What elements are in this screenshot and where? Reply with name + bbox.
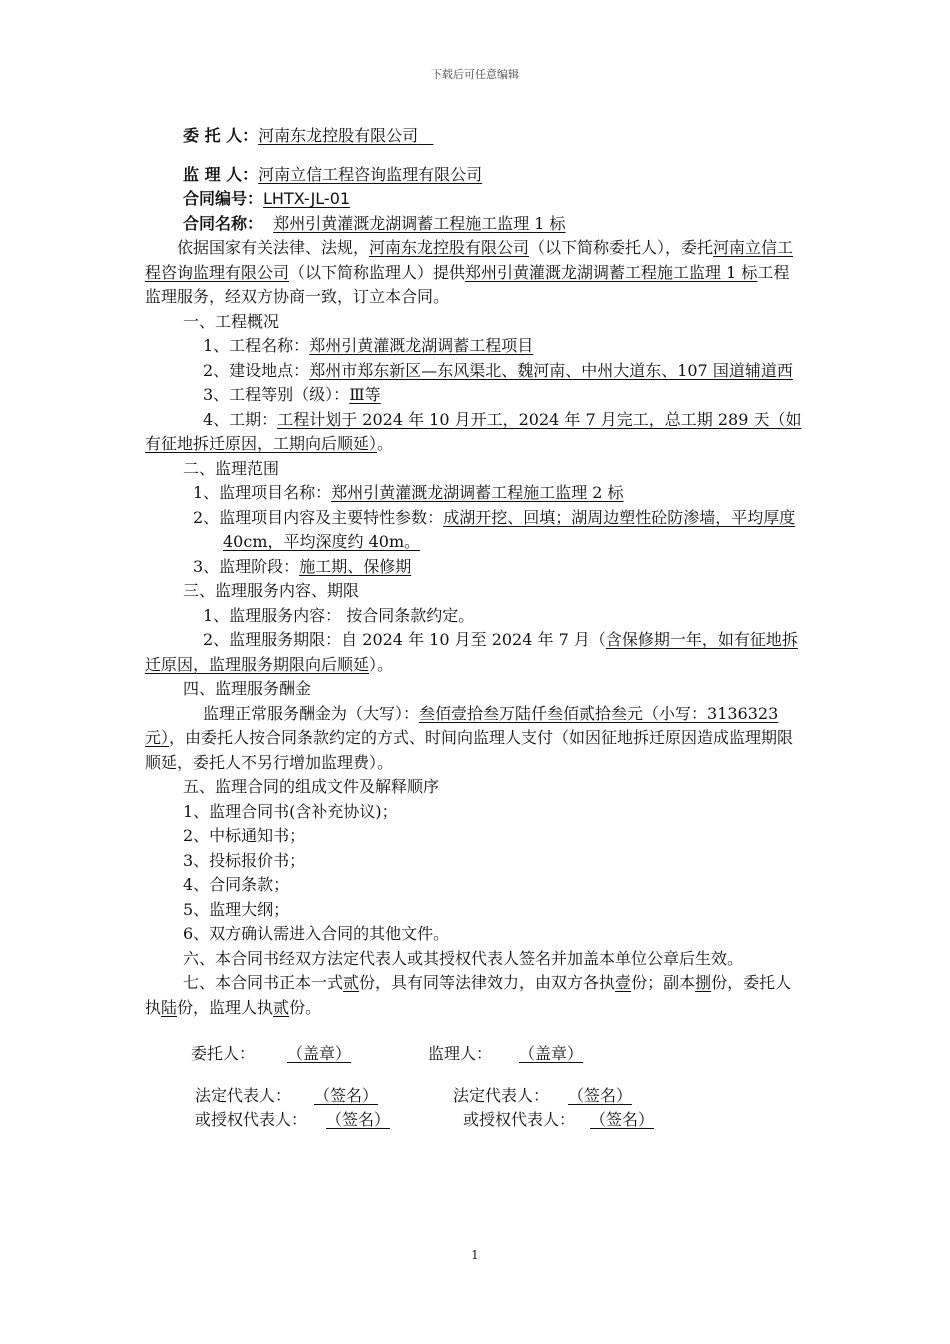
scope-content-line: 2、监理项目内容及主要特性参数：成湖开挖、回填；湖周边塑性砼防渗墙，平均厚度 40cm，平均深度约 40m。 — [193, 507, 796, 551]
section-6-paragraph: 六、本合同书经双方法定代表人或其授权代表人签名并加盖本单位公章后生效。 — [183, 948, 744, 968]
principal-auth-rep-field: （签名） — [326, 1110, 391, 1129]
supervisor-name: 河南立信工程咨询监理有限公司 — [258, 164, 483, 184]
auth-rep-row — [145, 1108, 805, 1132]
supervisor-auth-rep-label: 或授权代表人： — [463, 1110, 576, 1129]
contract-body — [145, 124, 805, 1132]
contract-name-label: 合同名称： — [183, 213, 264, 233]
principal-seal-label: 委托人： — [191, 1044, 256, 1063]
section-1-title: 一、工程概况 — [183, 311, 280, 331]
list-item: 6、双方确认需进入合同的其他文件。 — [183, 924, 450, 943]
contract-name-line — [145, 212, 805, 237]
supervisor-seal-field: （盖章） — [519, 1044, 584, 1063]
principal-seal-field: （盖章） — [287, 1044, 352, 1063]
scope-stage-line: 3、监理阶段：施工期、保修期 — [193, 556, 412, 576]
seal-row — [145, 1042, 805, 1066]
list-item: 1、监理合同书(含补充协议)； — [183, 801, 398, 821]
location-line: 2、建设地点：郑州市郑东新区—东风渠北、魏河南、中州大道东、107 国道辅道西 — [203, 360, 793, 380]
duration-line: 4、工期：工程计划于 2024 年 10 月开工，2024 年 7 月完工，总工期 289 天（如有征地拆迁原因，工期向后顺延）。 — [145, 409, 802, 453]
supervisor-seal-label: 监理人： — [428, 1044, 493, 1063]
principal-auth-rep-label: 或授权代表人： — [195, 1110, 308, 1129]
legal-rep-row — [145, 1084, 805, 1108]
principal-name: 河南东龙控股有限公司 — [258, 126, 419, 145]
header-note: 下载后可任意编辑 — [431, 68, 519, 81]
supervisor-auth-rep-field: （签名） — [590, 1110, 655, 1129]
list-item: 2、中标通知书； — [183, 826, 306, 845]
list-item: 3、投标报价书； — [183, 850, 306, 870]
section-7-paragraph: 七、本合同书正本一式贰份，具有同等法律效力，由双方各执壹份；副本捌份，委托人执陆份，监理人执贰份。 — [145, 973, 792, 1017]
contract-no-label: 合同编号： — [183, 189, 264, 208]
fee-paragraph: 监理正常服务酬金为（大写）：叁佰壹拾叁万陆仟叁佰贰拾叁元（小写：3136323 元），由委托人按合同条款约定的方式、时间向监理人支付（如因征地拆迁原因造成监理期限顺延，委托人不另行增加监理费）。 — [145, 703, 794, 772]
principal-legal-rep-label: 法定代表人： — [195, 1086, 292, 1105]
section-3-title: 三、监理服务内容、期限 — [183, 581, 360, 600]
contract-no: LHTX-JL-01 — [263, 189, 351, 208]
project-name-line: 1、工程名称：郑州引黄灌溉龙湖调蓄工程项目 — [203, 336, 534, 355]
principal-line — [145, 124, 805, 149]
section-4-title: 四、监理服务酬金 — [183, 679, 312, 698]
principal-legal-rep-field: （签名） — [314, 1086, 379, 1105]
list-item: 5、监理大纲； — [183, 899, 290, 919]
page-number: 1 — [471, 1248, 479, 1262]
supervisor-legal-rep-label: 法定代表人： — [453, 1086, 550, 1105]
section-2-title: 二、监理范围 — [183, 458, 280, 478]
supervisor-legal-rep-field: （签名） — [568, 1086, 633, 1105]
grade-line: 3、工程等别（级）：Ⅲ等 — [203, 385, 381, 404]
service-content-line: 1、监理服务内容： 按合同条款约定。 — [203, 605, 475, 625]
list-item: 4、合同条款； — [183, 875, 290, 894]
principal-label: 委 托 人： — [183, 126, 259, 145]
contract-name: 郑州引黄灌溉龙湖调蓄工程施工监理 1 标 — [273, 213, 566, 233]
service-period-line: 2、监理服务期限：自 2024 年 10 月至 2024 年 7 月（含保修期一年，如有征地拆迁原因，监理服务期限向后顺延）。 — [145, 630, 798, 674]
section-5-title: 五、监理合同的组成文件及解释顺序 — [183, 777, 440, 796]
intro-paragraph: 依据国家有关法律、法规，河南东龙控股有限公司（以下简称委托人），委托河南立信工程咨询监理有限公司（以下简称监理人）提供郑州引黄灌溉龙湖调蓄工程施工监理 1 标工程监理服务，经双方协商一致，订立本合同。 — [145, 238, 794, 306]
scope-name-line: 1、监理项目名称：郑州引黄灌溉龙湖调蓄工程施工监理 2 标 — [193, 483, 624, 502]
supervisor-line — [145, 163, 805, 188]
contract-no-line — [145, 187, 805, 212]
supervisor-label: 监 理 人： — [183, 164, 259, 184]
